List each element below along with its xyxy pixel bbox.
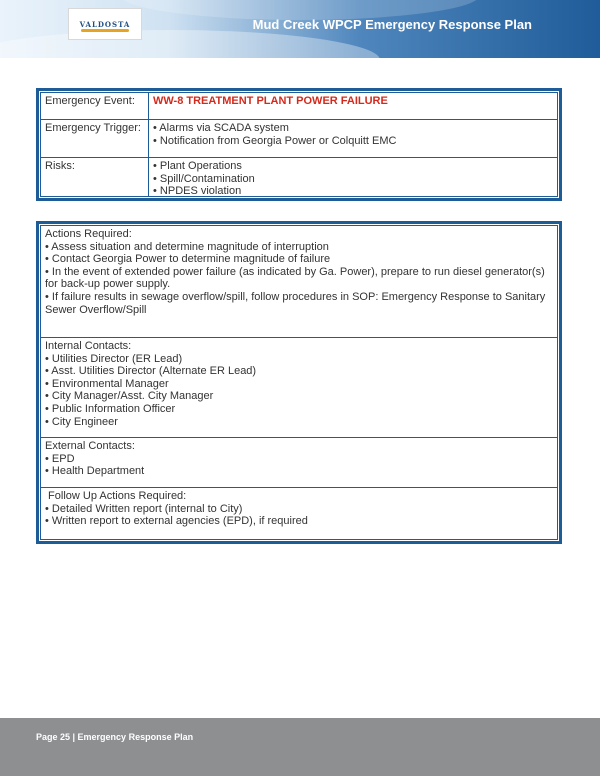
logo-text: VALDOSTA xyxy=(79,19,131,29)
emergency-trigger-label: Emergency Trigger: xyxy=(41,120,149,157)
internal-contact-item: • Environmental Manager xyxy=(45,377,169,390)
action-item: • Assess situation and determine magnitude of interruption xyxy=(45,240,329,253)
risk-item: • Spill/Contamination xyxy=(153,172,255,185)
follow-up-section xyxy=(41,488,557,539)
action-item: • In the event of extended power failure (as indicated by Ga. Power), prepare to run diesel generator(s) for back-up power supply. xyxy=(45,265,545,291)
follow-up-item: • Detailed Written report (internal to City) xyxy=(45,502,243,515)
page-footer xyxy=(0,718,600,776)
page-header xyxy=(0,0,600,58)
internal-contact-item: • Public Information Officer xyxy=(45,402,176,415)
external-contact-item: • Health Department xyxy=(45,465,145,478)
follow-up-item: • Written report to external agencies (EPD), if required xyxy=(45,515,308,528)
trigger-item: • Notification from Georgia Power or Colquitt EMC xyxy=(153,134,397,147)
external-contacts-section xyxy=(41,438,557,488)
external-contacts-title: External Contacts: xyxy=(45,440,135,452)
action-item: • Contact Georgia Power to determine magnitude of failure xyxy=(45,253,331,266)
internal-contact-item: • Utilities Director (ER Lead) xyxy=(45,352,183,365)
internal-contact-item: • Asst. Utilities Director (Alternate ER Lead) xyxy=(45,365,257,378)
emergency-event-label: Emergency Event: xyxy=(41,93,149,119)
actions-required-title: Actions Required: xyxy=(45,228,132,240)
valdosta-logo xyxy=(68,8,142,40)
risk-item: • NPDES violation xyxy=(153,185,242,197)
header-wave-decoration xyxy=(0,30,380,58)
emergency-trigger-row xyxy=(41,120,557,158)
external-contact-item: • EPD xyxy=(45,452,75,465)
risk-item: • Plant Operations xyxy=(153,160,242,172)
internal-contact-item: • City Engineer xyxy=(45,415,118,428)
trigger-item: • Alarms via SCADA system xyxy=(153,122,289,134)
emergency-event-value: WW-8 TREATMENT PLANT POWER FAILURE xyxy=(153,95,388,107)
footer-page-label: Page 25 | Emergency Response Plan xyxy=(36,732,194,742)
internal-contacts-section xyxy=(41,338,557,438)
emergency-event-row xyxy=(41,93,557,120)
follow-up-title: Follow Up Actions Required: xyxy=(45,490,187,502)
document-title: Mud Creek WPCP Emergency Response Plan xyxy=(252,17,532,32)
internal-contact-item: • City Manager/Asst. City Manager xyxy=(45,390,214,403)
internal-contacts-title: Internal Contacts: xyxy=(45,340,132,352)
actions-table xyxy=(36,221,562,544)
risks-label: Risks: xyxy=(41,158,149,196)
action-item: • If failure results in sewage overflow/spill, follow procedures in SOP: Emergency Response to Sanitary Sewer Overflow/Spill xyxy=(45,290,546,316)
risks-row xyxy=(41,158,557,196)
actions-required-section xyxy=(41,226,557,338)
emergency-event-table xyxy=(36,88,562,201)
logo-swoosh-icon xyxy=(81,29,129,32)
